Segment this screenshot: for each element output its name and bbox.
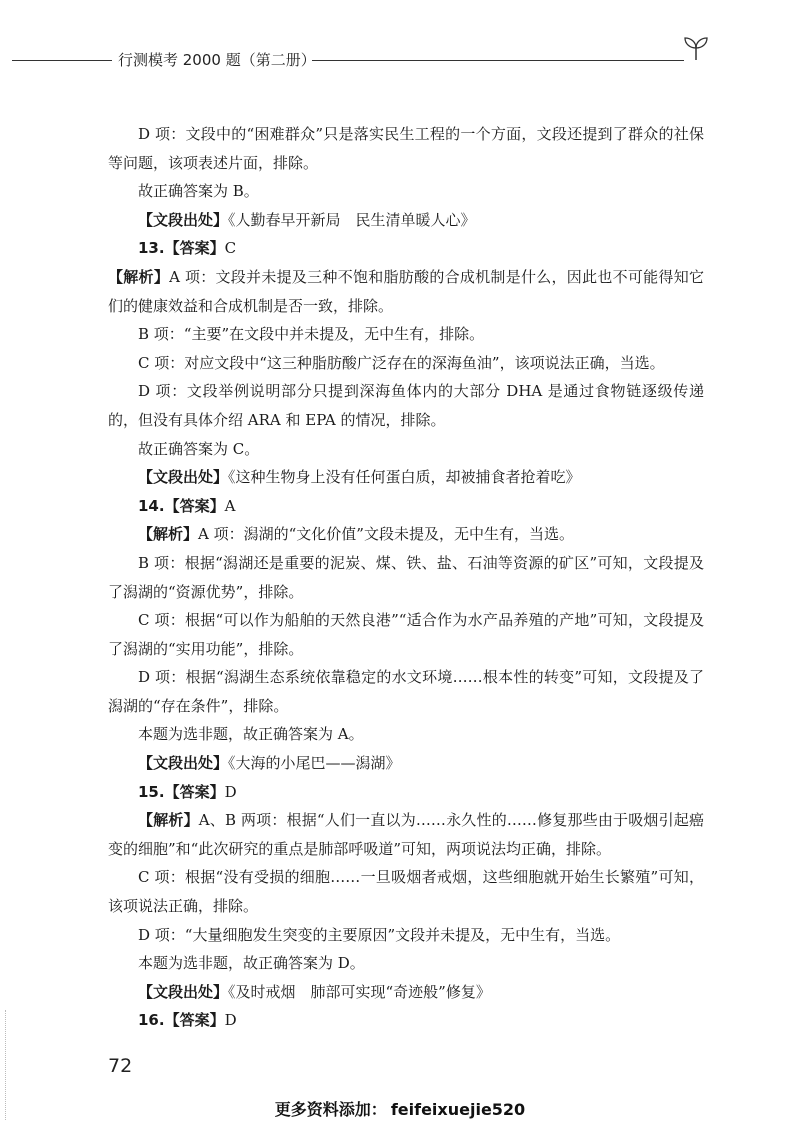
paragraph-label: 【文段出处】 (138, 982, 229, 1001)
paragraph (108, 663, 704, 720)
paragraph-text: C 项：对应文段中“这三种脂肪酸广泛存在的深海鱼油”，该项说法正确，当选。 (138, 353, 665, 372)
paragraph (108, 978, 704, 1007)
paragraph (108, 921, 704, 950)
paragraph (108, 435, 704, 464)
paragraph-text: C (224, 239, 237, 258)
paragraph-label: 【文段出处】 (138, 754, 229, 773)
paragraph (108, 549, 704, 606)
paragraph (108, 749, 704, 778)
paragraph (108, 263, 704, 320)
paragraph-label: 【解析】 (108, 267, 170, 286)
paragraph (108, 520, 704, 549)
paragraph-text: D 项：文段举例说明部分只提到深海鱼体内的大部分 DHA 是通过食物链逐级传递的，但没有具体介绍 ARA 和 EPA 的情况，排除。 (108, 382, 704, 429)
paragraph-text: 《大海的小尾巴——潟湖》 (228, 754, 401, 773)
header-title: 行测模考 2000 题（第二册） (118, 51, 316, 69)
paragraph (108, 1006, 704, 1035)
footer-contact-id: feifeixuejie520 (390, 1100, 526, 1119)
paragraph (108, 806, 704, 863)
paragraph-label: 15.【答案】 (138, 782, 225, 801)
paragraph (108, 492, 704, 521)
footer-contact (0, 1097, 800, 1120)
page-number: 72 (108, 1055, 133, 1077)
paragraph-text: A、B 两项：根据“人们一直以为……永久性的……修复那些由于吸烟引起癌变的细胞”和“此次研究的重点是肺部呼吸道”可知，两项说法均正确，排除。 (108, 811, 704, 858)
paragraph (108, 120, 704, 177)
paragraph (108, 349, 704, 378)
paragraph-text: A 项：潟湖的“文化价值”文段未提及，无中生有，当选。 (198, 525, 574, 544)
paragraph-label: 14.【答案】 (138, 496, 225, 515)
paragraph-text: D (224, 782, 237, 801)
footer-label: 更多资料添加： (274, 1100, 387, 1119)
paragraph (108, 949, 704, 978)
paragraph-text: D 项：根据“潟湖生态系统依靠稳定的水文环境……根本性的转变”可知，文段提及了潟湖的“存在条件”，排除。 (108, 668, 704, 715)
paragraph-text: D 项：文段中的“困难群众”只是落实民生工程的一个方面，文段还提到了群众的社保等问题，该项表述片面，排除。 (108, 125, 704, 172)
header-rule-right (312, 60, 684, 61)
paragraph-text: 故正确答案为 C。 (138, 439, 260, 458)
paragraph (108, 463, 704, 492)
paragraph-text: 本题为选非题，故正确答案为 A。 (138, 725, 364, 744)
scan-edge-marks (5, 1010, 10, 1120)
paragraph-text: A (224, 496, 236, 515)
paragraph-text: 故正确答案为 B。 (138, 182, 259, 201)
sprout-icon (676, 32, 716, 62)
paragraph-text: C 项：根据“没有受损的细胞……一旦吸烟者戒烟，这些细胞就开始生长繁殖”可知，该项说法正确，排除。 (108, 868, 704, 916)
paragraph (108, 863, 704, 920)
paragraph (108, 778, 704, 807)
answer-explanations (108, 120, 704, 1035)
paragraph (108, 234, 704, 263)
paragraph (108, 720, 704, 749)
paragraph-label: 16.【答案】 (138, 1011, 225, 1030)
paragraph-text: D 项：“大量细胞发生突变的主要原因”文段并未提及，无中生有，当选。 (138, 925, 621, 944)
paragraph (108, 177, 704, 206)
paragraph-text: A 项：文段并未提及三种不饱和脂肪酸的合成机制是什么，因此也不可能得知它们的健康效益和合成机制是否一致，排除。 (108, 267, 704, 315)
paragraph-label: 【文段出处】 (138, 210, 229, 229)
running-header (0, 46, 800, 76)
paragraph-text: 《人勤春早开新局 民生清单暖人心》 (228, 210, 476, 229)
paragraph-text: 《及时戒烟 肺部可实现“奇迹般”修复》 (228, 982, 491, 1001)
header-rule-left (12, 60, 112, 61)
paragraph-label: 【文段出处】 (138, 468, 229, 487)
paragraph-text: 本题为选非题，故正确答案为 D。 (138, 954, 365, 973)
paragraph-text: B 项：“主要”在文段中并未提及，无中生有，排除。 (138, 325, 485, 344)
paragraph-label: 【解析】 (138, 525, 199, 544)
paragraph-label: 【解析】 (138, 811, 199, 830)
paragraph-text: D (224, 1011, 237, 1030)
paragraph-text: 《这种生物身上没有任何蛋白质，却被捕食者抢着吃》 (228, 468, 581, 487)
paragraph (108, 377, 704, 434)
paragraph (108, 606, 704, 663)
paragraph (108, 320, 704, 349)
paragraph-text: C 项：根据“可以作为船舶的天然良港”“适合作为水产品养殖的产地”可知，文段提及了潟湖的“实用功能”，排除。 (108, 611, 704, 658)
paragraph (108, 206, 704, 235)
paragraph-label: 13.【答案】 (138, 239, 225, 258)
paragraph-text: B 项：根据“潟湖还是重要的泥炭、煤、铁、盐、石油等资源的矿区”可知，文段提及了潟湖的“资源优势”，排除。 (108, 553, 704, 601)
